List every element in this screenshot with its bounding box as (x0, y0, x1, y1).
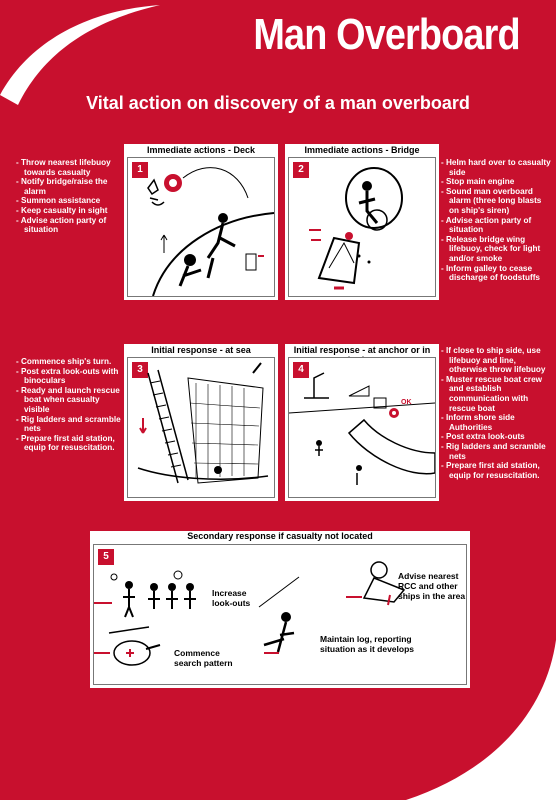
action-list-bridge (441, 158, 551, 283)
action-list-at-anchor (441, 346, 553, 480)
action-item: - Inform shore side Authorities (441, 413, 553, 432)
panel-heading: Immediate actions - Deck (125, 145, 277, 155)
action-item: - If close to ship side, use lifebuoy and line, otherwise throw lifebuoy (441, 346, 553, 375)
secondary-response-illustration (94, 545, 466, 685)
action-item: - Advise action party of situation (441, 216, 551, 235)
action-item: - Release bridge wing lifebuoy, check for light and/or smoke (441, 235, 551, 264)
panel-heading: Initial response - at sea (125, 345, 277, 355)
action-item: - Summon assistance (16, 196, 124, 206)
action-item: - Prepare first aid station, equip for resuscitation. (16, 434, 124, 453)
action-item: - Ready and launch rescue boat when casualty visible (16, 386, 124, 415)
panel-heading: Initial response - at anchor or in (286, 345, 438, 355)
deck-lifebuoy-illustration (128, 158, 274, 296)
panel-illustration (288, 157, 436, 297)
action-item: - Throw nearest lifebuoy towards casualty (16, 158, 124, 177)
panel-heading: Immediate actions - Bridge (286, 145, 438, 155)
step-number-badge: 1 (132, 162, 148, 178)
ladder-net-illustration (128, 358, 274, 497)
radio-operator (346, 562, 404, 605)
action-list-at-sea (16, 357, 124, 453)
action-item: - Inform galley to cease discharge of foodstuffs (441, 264, 551, 283)
step-maintain-log: Maintain log, reporting situation as it develops (320, 634, 414, 654)
step-number-badge: 5 (98, 549, 114, 565)
action-item: - Commence ship's turn. (16, 357, 124, 367)
page-subtitle: Vital action on discovery of a man overboard (86, 93, 470, 113)
panel-at-anchor (285, 344, 439, 501)
page-title: Man Overboard (253, 10, 520, 59)
action-item: - Sound man overboard alarm (three long blasts on ship's siren) (441, 187, 551, 216)
action-item: - Notify bridge/raise the alarm (16, 177, 124, 196)
helicopter (94, 627, 160, 665)
step-increase-lookouts: Increase look-outs (212, 588, 251, 608)
step-search-pattern: Commence search pattern (174, 648, 233, 668)
ok-label: OK (401, 399, 412, 406)
panel-illustration (288, 357, 436, 498)
step-number-badge: 4 (293, 362, 309, 378)
action-item: - Rig ladders and scramble nets (441, 442, 553, 461)
action-item: - Prepare first aid station, equip for resuscitation. (441, 461, 553, 480)
action-item: - Post extra look-outs (441, 432, 553, 442)
action-item: - Stop main engine (441, 177, 551, 187)
action-item: - Post extra look-outs with binoculars (16, 367, 124, 386)
action-item: - Muster rescue boat crew and establish communication with rescue boat (441, 375, 553, 413)
panel-illustration (127, 357, 275, 498)
panel-illustration (93, 544, 467, 685)
action-item: - Rig ladders and scramble nets (16, 415, 124, 434)
log-figure (259, 577, 299, 653)
lookout-figures (94, 571, 196, 617)
panel-at-sea (124, 344, 278, 501)
harbor-rescue-illustration (289, 358, 435, 497)
action-list-deck (16, 158, 124, 235)
panel-bridge (285, 144, 439, 300)
panel-illustration (127, 157, 275, 297)
step-number-badge: 3 (132, 362, 148, 378)
bridge-helm-illustration (289, 158, 435, 296)
step-advise-rcc: Advise nearest RCC and other ships in the area (398, 571, 466, 601)
step-number-badge: 2 (293, 162, 309, 178)
action-item: - Advise action party of situation (16, 216, 124, 235)
action-item: - Keep casualty in sight (16, 206, 124, 216)
panel-deck (124, 144, 278, 300)
action-item: - Helm hard over to casualty side (441, 158, 551, 177)
panel-secondary-response (90, 531, 470, 688)
panel-heading: Secondary response if casualty not located (90, 531, 470, 542)
